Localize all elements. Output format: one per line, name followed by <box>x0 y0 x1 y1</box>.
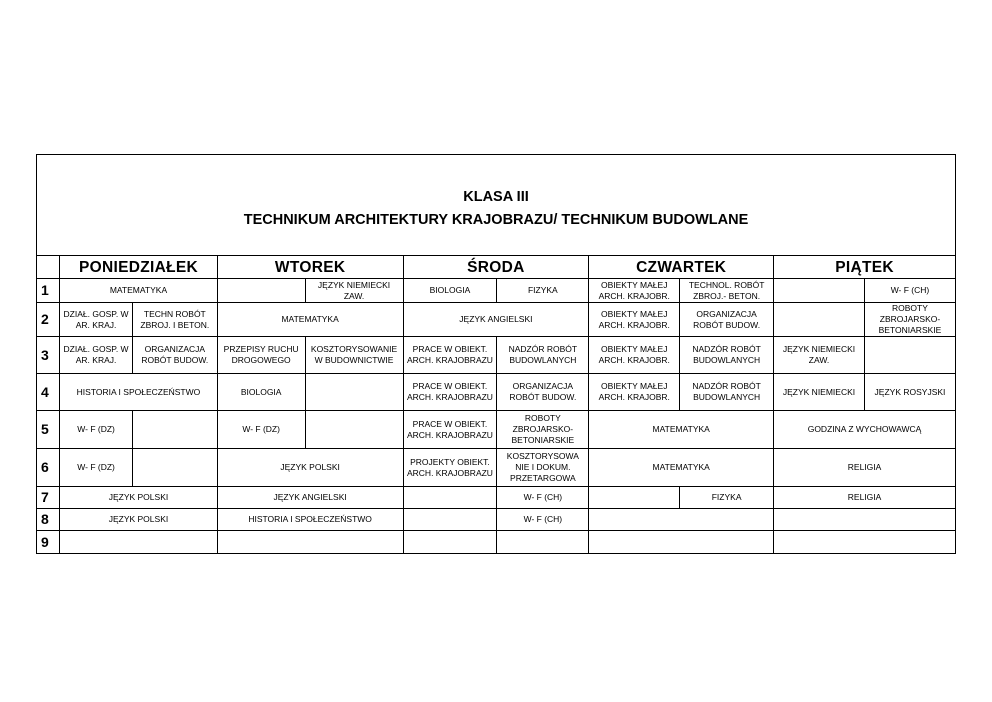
subject-cell: ORGANIZACJA ROBÓT BUDOW. <box>497 374 589 411</box>
subject-cell: OBIEKTY MAŁEJ ARCH. KRAJOBR. <box>589 279 680 303</box>
empty-cell <box>132 449 217 487</box>
empty-cell <box>217 531 403 554</box>
subject-cell: KOSZTORYSOWANIE W BUDOWNICTWIE <box>305 337 403 374</box>
subject-cell: MATEMATYKA <box>60 279 218 303</box>
subject-cell: PROJEKTY OBIEKT. ARCH. KRAJOBRAZU <box>403 449 497 487</box>
subject-cell: JĘZYK NIEMIECKI ZAW. <box>305 279 403 303</box>
subject-cell: OBIEKTY MAŁEJ ARCH. KRAJOBR. <box>589 337 680 374</box>
class-title: KLASA III <box>463 189 529 205</box>
subject-cell: TECHNOL. ROBÓT ZBROJ.- BETON. <box>680 279 774 303</box>
lesson-number: 9 <box>37 531 60 554</box>
empty-cell <box>403 531 497 554</box>
empty-cell <box>589 509 774 531</box>
subject-cell: JĘZYK ROSYJSKI <box>864 374 955 411</box>
subject-cell: PRACE W OBIEKT. ARCH. KRAJOBRAZU <box>403 411 497 449</box>
subject-cell: ORGANIZACJA ROBÓT BUDOW. <box>680 303 774 337</box>
subject-cell: FIZYKA <box>680 487 774 509</box>
subject-cell: JĘZYK ANGIELSKI <box>403 303 589 337</box>
subject-cell: ROBOTY ZBROJARSKO-BETONIARSKIE <box>864 303 955 337</box>
day-header-tuesday: WTOREK <box>217 256 403 279</box>
subject-cell: W- F (CH) <box>864 279 955 303</box>
empty-cell <box>589 531 774 554</box>
lesson-number: 8 <box>37 509 60 531</box>
day-header-thursday: CZWARTEK <box>589 256 774 279</box>
subject-cell: PRACE W OBIEKT. ARCH. KRAJOBRAZU <box>403 337 497 374</box>
day-header-monday: PONIEDZIAŁEK <box>60 256 218 279</box>
subject-cell: GODZINA Z WYCHOWAWCĄ <box>774 411 956 449</box>
subject-cell: NADZÓR ROBÓT BUDOWLANYCH <box>680 374 774 411</box>
subject-cell: NADZÓR ROBÓT BUDOWLANYCH <box>497 337 589 374</box>
timetable-sheet <box>36 154 956 554</box>
lesson-number: 6 <box>37 449 60 487</box>
empty-cell <box>774 531 956 554</box>
lesson-row <box>37 449 956 487</box>
lesson-number: 3 <box>37 337 60 374</box>
subject-cell: W- F (CH) <box>497 487 589 509</box>
subject-cell: W- F (CH) <box>497 509 589 531</box>
subject-cell: NADZÓR ROBÓT BUDOWLANYCH <box>680 337 774 374</box>
school-title: TECHNIKUM ARCHITEKTURY KRAJOBRAZU/ TECHNIKUM BUDOWLANE <box>243 212 749 228</box>
subject-cell: KOSZTORYSOWA NIE I DOKUM. PRZETARGOWA <box>497 449 589 487</box>
lesson-row <box>37 531 956 554</box>
subject-cell: RELIGIA <box>774 449 956 487</box>
subject-cell: BIOLOGIA <box>217 374 305 411</box>
subject-cell: TECHN ROBÓT ZBROJ. I BETON. <box>132 303 217 337</box>
subject-cell: W- F (DZ) <box>60 411 133 449</box>
subject-cell: MATEMATYKA <box>217 303 403 337</box>
day-header-corner <box>37 256 60 279</box>
subject-cell: JĘZYK NIEMIECKI <box>774 374 865 411</box>
subject-cell: HISTORIA I SPOŁECZEŃSTWO <box>60 374 218 411</box>
empty-cell <box>403 487 497 509</box>
lesson-row <box>37 279 956 303</box>
day-header-wednesday: ŚRODA <box>403 256 589 279</box>
subject-cell: OBIEKTY MAŁEJ ARCH. KRAJOBR. <box>589 303 680 337</box>
empty-cell <box>132 411 217 449</box>
timetable <box>36 154 956 554</box>
lesson-row <box>37 487 956 509</box>
subject-cell: OBIEKTY MAŁEJ ARCH. KRAJOBR. <box>589 374 680 411</box>
lesson-row <box>37 509 956 531</box>
empty-cell <box>305 374 403 411</box>
subject-cell: BIOLOGIA <box>403 279 497 303</box>
lesson-row <box>37 337 956 374</box>
day-header-row <box>37 256 956 279</box>
lesson-number: 1 <box>37 279 60 303</box>
lesson-row <box>37 374 956 411</box>
subject-cell: RELIGIA <box>774 487 956 509</box>
subject-cell: ROBOTY ZBROJARSKO-BETONIARSKIE <box>497 411 589 449</box>
lesson-number: 2 <box>37 303 60 337</box>
subject-cell: JĘZYK POLSKI <box>60 487 218 509</box>
empty-cell <box>60 531 218 554</box>
subject-cell: JĘZYK NIEMIECKI ZAW. <box>774 337 865 374</box>
empty-cell <box>403 509 497 531</box>
empty-cell <box>774 279 865 303</box>
timetable-title <box>37 155 956 256</box>
empty-cell <box>864 337 955 374</box>
subject-cell: DZIAŁ. GOSP. W AR. KRAJ. <box>60 337 133 374</box>
subject-cell: JĘZYK POLSKI <box>217 449 403 487</box>
empty-cell <box>589 487 680 509</box>
subject-cell: JĘZYK POLSKI <box>60 509 218 531</box>
empty-cell <box>774 509 956 531</box>
subject-cell: PRZEPISY RUCHU DROGOWEGO <box>217 337 305 374</box>
subject-cell: ORGANIZACJA ROBÓT BUDOW. <box>132 337 217 374</box>
lesson-number: 7 <box>37 487 60 509</box>
subject-cell: FIZYKA <box>497 279 589 303</box>
subject-cell: W- F (DZ) <box>60 449 133 487</box>
subject-cell: PRACE W OBIEKT. ARCH. KRAJOBRAZU <box>403 374 497 411</box>
subject-cell: MATEMATYKA <box>589 449 774 487</box>
day-header-friday: PIĄTEK <box>774 256 956 279</box>
subject-cell: MATEMATYKA <box>589 411 774 449</box>
empty-cell <box>305 411 403 449</box>
lesson-row <box>37 411 956 449</box>
subject-cell: JĘZYK ANGIELSKI <box>217 487 403 509</box>
lesson-number: 4 <box>37 374 60 411</box>
title-row <box>37 155 956 256</box>
lesson-number: 5 <box>37 411 60 449</box>
empty-cell <box>497 531 589 554</box>
subject-cell: HISTORIA I SPOŁECZEŃSTWO <box>217 509 403 531</box>
empty-cell <box>774 303 865 337</box>
empty-cell <box>217 279 305 303</box>
subject-cell: W- F (DZ) <box>217 411 305 449</box>
subject-cell: DZIAŁ. GOSP. W AR. KRAJ. <box>60 303 133 337</box>
lesson-row <box>37 303 956 337</box>
